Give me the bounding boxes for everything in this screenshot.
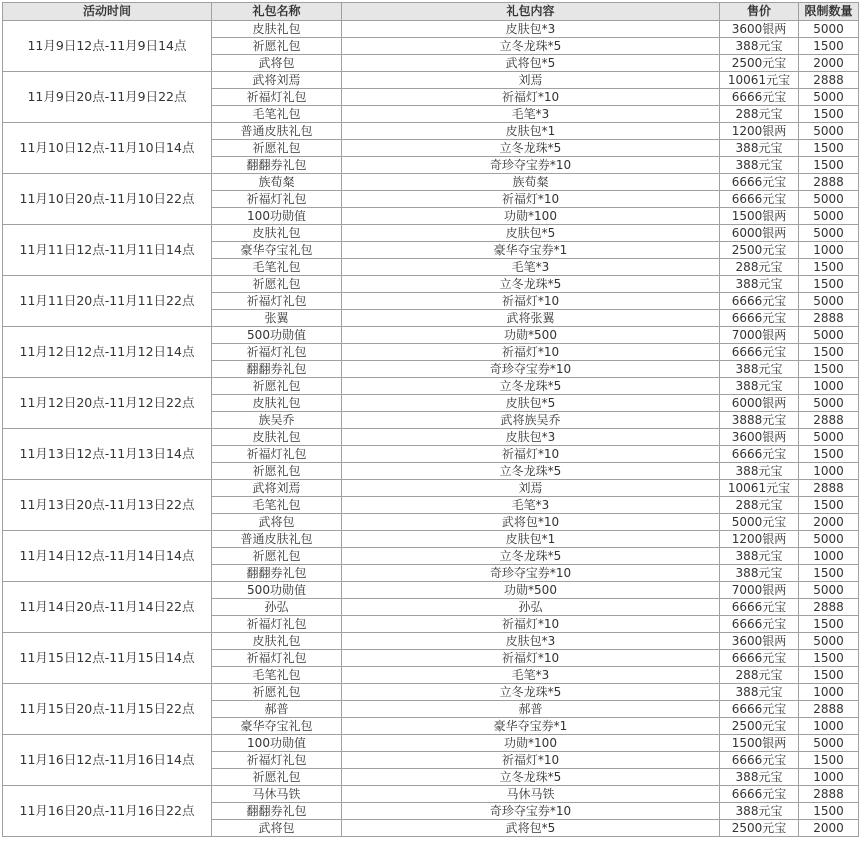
- limit-cell: 1500: [799, 259, 859, 276]
- limit-cell: 1500: [799, 344, 859, 361]
- package-name-cell: 翻翻券礼包: [212, 565, 342, 582]
- package-name-cell: 100功勋值: [212, 208, 342, 225]
- limit-cell: 5000: [799, 21, 859, 38]
- price-cell: 388元宝: [720, 803, 799, 820]
- package-content-cell: 祈福灯*10: [342, 446, 720, 463]
- package-name-cell: 祈愿礼包: [212, 38, 342, 55]
- limit-cell: 2888: [799, 701, 859, 718]
- price-cell: 2500元宝: [720, 820, 799, 837]
- gift-schedule-table: [2, 2, 859, 837]
- price-cell: 6666元宝: [720, 616, 799, 633]
- table-row: [3, 480, 859, 497]
- package-name-cell: 毛笔礼包: [212, 259, 342, 276]
- limit-cell: 2000: [799, 55, 859, 72]
- price-cell: 2500元宝: [720, 718, 799, 735]
- package-name-cell: 祈愿礼包: [212, 276, 342, 293]
- header-limit: 限制数量: [799, 3, 859, 21]
- price-cell: 3888元宝: [720, 412, 799, 429]
- limit-cell: 1000: [799, 242, 859, 259]
- table-row: [3, 123, 859, 140]
- limit-cell: 5000: [799, 225, 859, 242]
- table-row: [3, 633, 859, 650]
- time-cell: 11月12日12点-11月12日14点: [3, 327, 212, 378]
- package-name-cell: 毛笔礼包: [212, 667, 342, 684]
- package-name-cell: 武将包: [212, 514, 342, 531]
- package-content-cell: 刘焉: [342, 480, 720, 497]
- price-cell: 288元宝: [720, 106, 799, 123]
- table-row: [3, 21, 859, 38]
- price-cell: 6666元宝: [720, 599, 799, 616]
- package-name-cell: 翻翻券礼包: [212, 157, 342, 174]
- table-row: [3, 378, 859, 395]
- limit-cell: 1000: [799, 548, 859, 565]
- header-package-content: 礼包内容: [342, 3, 720, 21]
- price-cell: 3600银两: [720, 429, 799, 446]
- price-cell: 6666元宝: [720, 310, 799, 327]
- package-name-cell: 族荀粲: [212, 174, 342, 191]
- table-body: [3, 21, 859, 837]
- package-content-cell: 皮肤包*5: [342, 225, 720, 242]
- package-content-cell: 皮肤包*3: [342, 429, 720, 446]
- table-row: [3, 429, 859, 446]
- package-content-cell: 奇珍夺宝券*10: [342, 565, 720, 582]
- price-cell: 7000银两: [720, 327, 799, 344]
- limit-cell: 1500: [799, 667, 859, 684]
- package-content-cell: 皮肤包*5: [342, 395, 720, 412]
- price-cell: 7000银两: [720, 582, 799, 599]
- header-row: [3, 3, 859, 21]
- package-name-cell: 祈愿礼包: [212, 769, 342, 786]
- package-name-cell: 武将刘焉: [212, 480, 342, 497]
- price-cell: 10061元宝: [720, 480, 799, 497]
- package-name-cell: 翻翻券礼包: [212, 803, 342, 820]
- package-name-cell: 500功勋值: [212, 327, 342, 344]
- limit-cell: 1500: [799, 565, 859, 582]
- time-cell: 11月11日12点-11月11日14点: [3, 225, 212, 276]
- limit-cell: 1500: [799, 106, 859, 123]
- price-cell: 6666元宝: [720, 752, 799, 769]
- limit-cell: 1500: [799, 276, 859, 293]
- time-cell: 11月10日20点-11月10日22点: [3, 174, 212, 225]
- package-content-cell: 皮肤包*1: [342, 531, 720, 548]
- price-cell: 388元宝: [720, 140, 799, 157]
- limit-cell: 2000: [799, 820, 859, 837]
- price-cell: 288元宝: [720, 497, 799, 514]
- package-name-cell: 毛笔礼包: [212, 106, 342, 123]
- table-row: [3, 276, 859, 293]
- price-cell: 6666元宝: [720, 650, 799, 667]
- package-content-cell: 马休马铁: [342, 786, 720, 803]
- price-cell: 6666元宝: [720, 786, 799, 803]
- limit-cell: 5000: [799, 191, 859, 208]
- table-row: [3, 327, 859, 344]
- package-name-cell: 族吴乔: [212, 412, 342, 429]
- package-content-cell: 立冬龙珠*5: [342, 276, 720, 293]
- limit-cell: 1500: [799, 752, 859, 769]
- package-content-cell: 毛笔*3: [342, 667, 720, 684]
- table-row: [3, 72, 859, 89]
- price-cell: 388元宝: [720, 684, 799, 701]
- table-row: [3, 174, 859, 191]
- package-name-cell: 皮肤礼包: [212, 633, 342, 650]
- package-content-cell: 武将包*10: [342, 514, 720, 531]
- package-content-cell: 皮肤包*3: [342, 633, 720, 650]
- package-name-cell: 普通皮肤礼包: [212, 123, 342, 140]
- limit-cell: 5000: [799, 89, 859, 106]
- package-content-cell: 毛笔*3: [342, 497, 720, 514]
- price-cell: 1500银两: [720, 735, 799, 752]
- package-content-cell: 武将包*5: [342, 55, 720, 72]
- price-cell: 2500元宝: [720, 55, 799, 72]
- package-name-cell: 武将包: [212, 820, 342, 837]
- package-content-cell: 皮肤包*1: [342, 123, 720, 140]
- limit-cell: 1500: [799, 157, 859, 174]
- package-name-cell: 孙弘: [212, 599, 342, 616]
- price-cell: 288元宝: [720, 259, 799, 276]
- package-content-cell: 功勋*100: [342, 208, 720, 225]
- package-content-cell: 立冬龙珠*5: [342, 378, 720, 395]
- price-cell: 5000元宝: [720, 514, 799, 531]
- package-content-cell: 立冬龙珠*5: [342, 463, 720, 480]
- table-row: [3, 582, 859, 599]
- limit-cell: 2888: [799, 786, 859, 803]
- time-cell: 11月16日20点-11月16日22点: [3, 786, 212, 837]
- price-cell: 388元宝: [720, 463, 799, 480]
- package-name-cell: 祈福灯礼包: [212, 752, 342, 769]
- package-content-cell: 武将族吴乔: [342, 412, 720, 429]
- time-cell: 11月13日12点-11月13日14点: [3, 429, 212, 480]
- package-content-cell: 功勋*500: [342, 327, 720, 344]
- limit-cell: 5000: [799, 633, 859, 650]
- limit-cell: 2888: [799, 72, 859, 89]
- limit-cell: 5000: [799, 123, 859, 140]
- price-cell: 388元宝: [720, 38, 799, 55]
- price-cell: 388元宝: [720, 548, 799, 565]
- limit-cell: 5000: [799, 735, 859, 752]
- limit-cell: 1000: [799, 718, 859, 735]
- limit-cell: 1000: [799, 463, 859, 480]
- limit-cell: 1500: [799, 803, 859, 820]
- package-content-cell: 皮肤包*3: [342, 21, 720, 38]
- time-cell: 11月9日20点-11月9日22点: [3, 72, 212, 123]
- package-name-cell: 豪华夺宝礼包: [212, 718, 342, 735]
- limit-cell: 2888: [799, 480, 859, 497]
- package-content-cell: 武将包*5: [342, 820, 720, 837]
- package-content-cell: 功勋*100: [342, 735, 720, 752]
- package-name-cell: 祈福灯礼包: [212, 191, 342, 208]
- package-name-cell: 豪华夺宝礼包: [212, 242, 342, 259]
- price-cell: 3600银两: [720, 633, 799, 650]
- price-cell: 388元宝: [720, 361, 799, 378]
- package-content-cell: 奇珍夺宝券*10: [342, 157, 720, 174]
- package-name-cell: 毛笔礼包: [212, 497, 342, 514]
- price-cell: 1200银两: [720, 531, 799, 548]
- package-content-cell: 立冬龙珠*5: [342, 140, 720, 157]
- package-name-cell: 祈福灯礼包: [212, 344, 342, 361]
- limit-cell: 1000: [799, 378, 859, 395]
- price-cell: 6666元宝: [720, 344, 799, 361]
- package-name-cell: 皮肤礼包: [212, 395, 342, 412]
- time-cell: 11月12日20点-11月12日22点: [3, 378, 212, 429]
- limit-cell: 2888: [799, 599, 859, 616]
- time-cell: 11月13日20点-11月13日22点: [3, 480, 212, 531]
- package-name-cell: 祈福灯礼包: [212, 293, 342, 310]
- package-content-cell: 奇珍夺宝券*10: [342, 361, 720, 378]
- time-cell: 11月14日12点-11月14日14点: [3, 531, 212, 582]
- package-content-cell: 孙弘: [342, 599, 720, 616]
- limit-cell: 2888: [799, 174, 859, 191]
- limit-cell: 2888: [799, 310, 859, 327]
- price-cell: 388元宝: [720, 378, 799, 395]
- price-cell: 1500银两: [720, 208, 799, 225]
- price-cell: 288元宝: [720, 667, 799, 684]
- header-package-name: 礼包名称: [212, 3, 342, 21]
- price-cell: 6666元宝: [720, 89, 799, 106]
- table-row: [3, 684, 859, 701]
- package-content-cell: 祈福灯*10: [342, 752, 720, 769]
- price-cell: 388元宝: [720, 565, 799, 582]
- package-content-cell: 祈福灯*10: [342, 616, 720, 633]
- package-content-cell: 立冬龙珠*5: [342, 38, 720, 55]
- price-cell: 6666元宝: [720, 446, 799, 463]
- package-name-cell: 武将包: [212, 55, 342, 72]
- package-name-cell: 普通皮肤礼包: [212, 531, 342, 548]
- price-cell: 388元宝: [720, 157, 799, 174]
- package-content-cell: 祈福灯*10: [342, 650, 720, 667]
- price-cell: 2500元宝: [720, 242, 799, 259]
- limit-cell: 1500: [799, 446, 859, 463]
- limit-cell: 5000: [799, 327, 859, 344]
- package-name-cell: 马休马铁: [212, 786, 342, 803]
- package-content-cell: 武将张翼: [342, 310, 720, 327]
- package-name-cell: 武将刘焉: [212, 72, 342, 89]
- package-content-cell: 立冬龙珠*5: [342, 769, 720, 786]
- table-row: [3, 735, 859, 752]
- package-content-cell: 祈福灯*10: [342, 89, 720, 106]
- package-name-cell: 祈福灯礼包: [212, 446, 342, 463]
- price-cell: 10061元宝: [720, 72, 799, 89]
- limit-cell: 5000: [799, 293, 859, 310]
- package-name-cell: 郝普: [212, 701, 342, 718]
- package-content-cell: 祈福灯*10: [342, 344, 720, 361]
- package-content-cell: 豪华夺宝券*1: [342, 242, 720, 259]
- price-cell: 388元宝: [720, 769, 799, 786]
- limit-cell: 1500: [799, 38, 859, 55]
- package-content-cell: 祈福灯*10: [342, 191, 720, 208]
- package-content-cell: 刘焉: [342, 72, 720, 89]
- package-name-cell: 500功勋值: [212, 582, 342, 599]
- price-cell: 6000银两: [720, 395, 799, 412]
- table-row: [3, 225, 859, 242]
- time-cell: 11月14日20点-11月14日22点: [3, 582, 212, 633]
- table-row: [3, 786, 859, 803]
- limit-cell: 2888: [799, 412, 859, 429]
- header-price: 售价: [720, 3, 799, 21]
- price-cell: 6666元宝: [720, 701, 799, 718]
- time-cell: 11月16日12点-11月16日14点: [3, 735, 212, 786]
- package-name-cell: 皮肤礼包: [212, 21, 342, 38]
- price-cell: 6000银两: [720, 225, 799, 242]
- limit-cell: 5000: [799, 395, 859, 412]
- package-name-cell: 100功勋值: [212, 735, 342, 752]
- package-name-cell: 祈福灯礼包: [212, 89, 342, 106]
- package-name-cell: 祈福灯礼包: [212, 616, 342, 633]
- time-cell: 11月9日12点-11月9日14点: [3, 21, 212, 72]
- limit-cell: 1500: [799, 361, 859, 378]
- limit-cell: 1000: [799, 769, 859, 786]
- limit-cell: 5000: [799, 429, 859, 446]
- price-cell: 6666元宝: [720, 293, 799, 310]
- price-cell: 6666元宝: [720, 191, 799, 208]
- package-name-cell: 祈愿礼包: [212, 548, 342, 565]
- package-content-cell: 奇珍夺宝券*10: [342, 803, 720, 820]
- limit-cell: 5000: [799, 582, 859, 599]
- price-cell: 6666元宝: [720, 174, 799, 191]
- package-content-cell: 毛笔*3: [342, 106, 720, 123]
- time-cell: 11月15日20点-11月15日22点: [3, 684, 212, 735]
- package-content-cell: 立冬龙珠*5: [342, 684, 720, 701]
- package-name-cell: 皮肤礼包: [212, 429, 342, 446]
- package-content-cell: 毛笔*3: [342, 259, 720, 276]
- limit-cell: 1500: [799, 497, 859, 514]
- limit-cell: 1500: [799, 616, 859, 633]
- package-content-cell: 立冬龙珠*5: [342, 548, 720, 565]
- limit-cell: 2000: [799, 514, 859, 531]
- limit-cell: 1500: [799, 650, 859, 667]
- package-content-cell: 功勋*500: [342, 582, 720, 599]
- package-name-cell: 祈愿礼包: [212, 463, 342, 480]
- header-time: 活动时间: [3, 3, 212, 21]
- package-name-cell: 翻翻券礼包: [212, 361, 342, 378]
- limit-cell: 1500: [799, 140, 859, 157]
- price-cell: 3600银两: [720, 21, 799, 38]
- limit-cell: 5000: [799, 208, 859, 225]
- package-name-cell: 皮肤礼包: [212, 225, 342, 242]
- package-name-cell: 祈愿礼包: [212, 378, 342, 395]
- package-content-cell: 族荀粲: [342, 174, 720, 191]
- time-cell: 11月15日12点-11月15日14点: [3, 633, 212, 684]
- price-cell: 1200银两: [720, 123, 799, 140]
- limit-cell: 5000: [799, 531, 859, 548]
- time-cell: 11月11日20点-11月11日22点: [3, 276, 212, 327]
- package-name-cell: 祈愿礼包: [212, 140, 342, 157]
- package-content-cell: 郝普: [342, 701, 720, 718]
- table-row: [3, 531, 859, 548]
- package-name-cell: 张翼: [212, 310, 342, 327]
- time-cell: 11月10日12点-11月10日14点: [3, 123, 212, 174]
- limit-cell: 1000: [799, 684, 859, 701]
- price-cell: 388元宝: [720, 276, 799, 293]
- package-name-cell: 祈愿礼包: [212, 684, 342, 701]
- package-content-cell: 祈福灯*10: [342, 293, 720, 310]
- package-name-cell: 祈福灯礼包: [212, 650, 342, 667]
- package-content-cell: 豪华夺宝券*1: [342, 718, 720, 735]
